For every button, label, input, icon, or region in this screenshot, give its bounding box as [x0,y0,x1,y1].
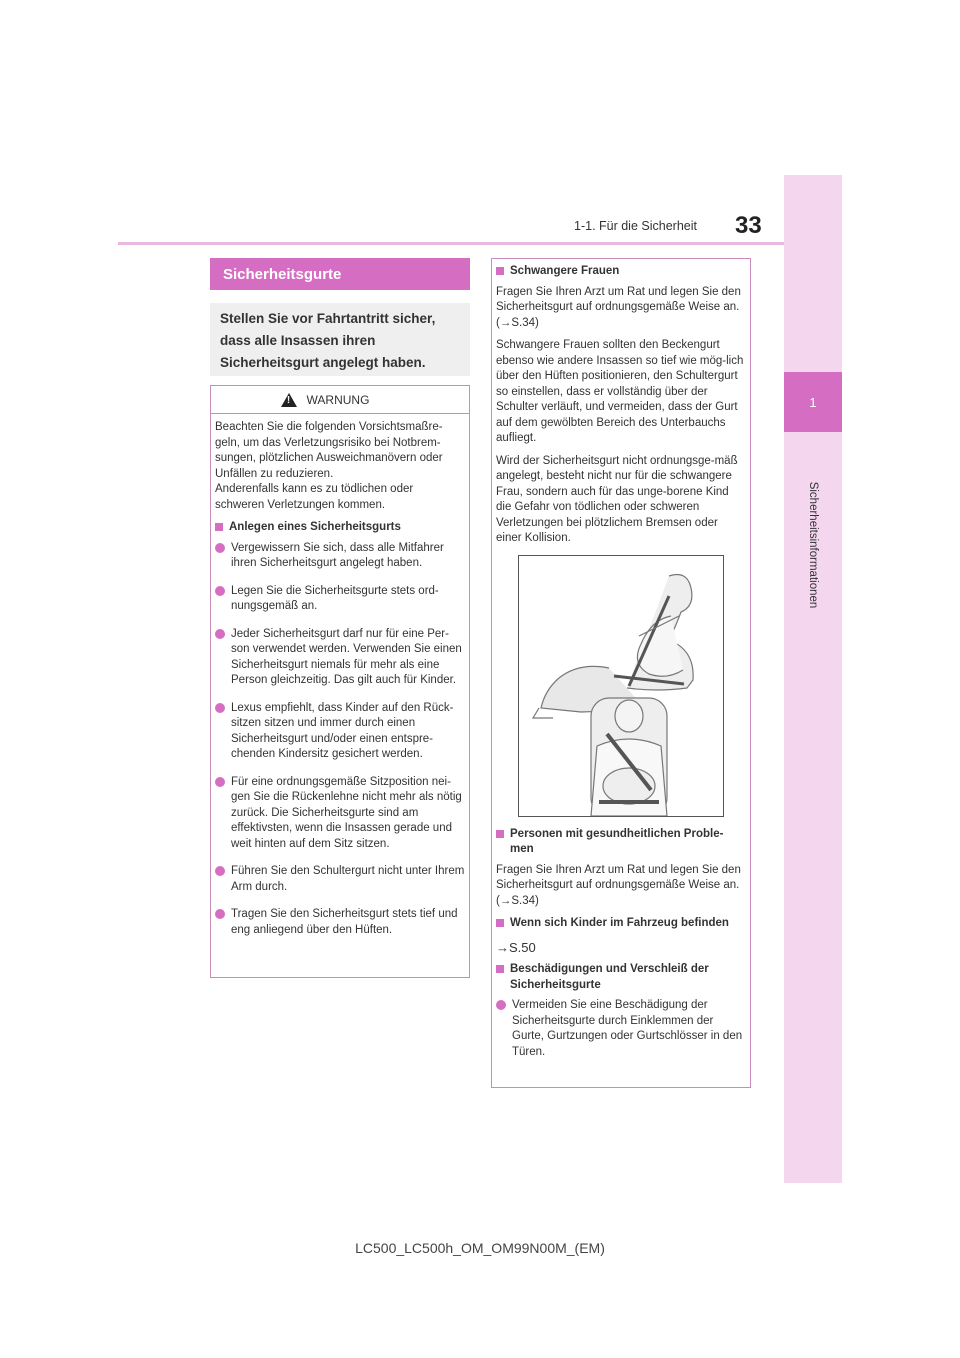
list-item: Führen Sie den Schultergurt nicht unter Ihrem Arm durch. [215,864,465,895]
heading-health: Personen mit gesundheitlichen Proble-men [496,827,746,858]
info-box [491,258,751,1088]
list-item: Vermeiden Sie eine Beschädigung der Sicherheitsgurte durch Einklemmen der Gurte, Gurtzungen oder Gurtschlösser in den Türen. [496,998,746,1060]
heading-pregnant: Schwangere Frauen [496,264,746,280]
square-bullet-icon [496,919,504,927]
heading-children: Wenn sich Kinder im Fahrzeug befinden [496,916,746,932]
paragraph: Schwangere Frauen sollten den Beckengurt ebenso wie andere Insassen so tief wie mög-lich über den Hüften positionieren, den Schultergurt so einstellen, dass er vollständig über der Schulter verläuft, und vermeiden, dass der Gurt auf dem gewölbten Bereich des Unterbauchs aufliegt. [496,339,744,444]
warning-icon: ! [281,393,297,407]
page-number: 33 [735,212,762,239]
intro-box: Stellen Sie vor Fahrtantritt sicher, dass alle Insassen ihren Sicherheitsgurt angelegt haben. [210,303,470,376]
bullet-dot-icon [215,909,225,919]
bullet-dot-icon [215,703,225,713]
chapter-tab: 1 [784,372,842,432]
pregnant-woman-seatbelt-illustration [519,556,723,816]
bullet-dot-icon [215,543,225,553]
bullet-dot-icon [215,629,225,639]
page-title: Sicherheitsgurte [210,258,470,290]
bullet-dot-icon [496,1000,506,1010]
list-item: Lexus empfiehlt, dass Kinder auf den Rück-sitzen sitzen und immer durch einen Sicherheitsgurt und/oder einen entspre-chenden Kindersitz gesichert werden. [215,701,465,763]
bullet-dot-icon [215,777,225,787]
warning-header [211,386,469,414]
square-bullet-icon [215,523,223,531]
seatbelt-illustration [518,555,724,817]
paragraph: Wird der Sicherheitsgurt nicht ordnungsge-mäß angelegt, besteht nicht nur für die schwangere Frau, sondern auch für das unge-borene Kind die Gefahr von tödlichen oder schweren Verletzungen bei plötzlichem Bremsen oder einer Kollision. [496,454,738,544]
square-bullet-icon [496,830,504,838]
warning-box [210,385,470,978]
warning-intro-2: Anderenfalls kann es zu tödlichen oder schweren Verletzungen kommen. [215,483,414,511]
bullet-dot-icon [215,586,225,596]
warning-subheading: Anlegen eines Sicherheitsgurts [215,520,465,536]
paragraph: Fragen Sie Ihren Arzt um Rat und legen Sie den Sicherheitsgurt auf ordnungsgemäße Weise an. (→S.34) [496,863,741,907]
heading-damage: Beschädigungen und Verschleiß der Sicherheitsgurte [496,962,746,993]
page-reference: →S.50 [496,939,536,955]
footer-code: LC500_LC500h_OM_OM99N00M_(EM) [355,1240,605,1256]
square-bullet-icon [496,965,504,973]
chapter-label: Sicherheitsinformationen [807,481,819,609]
header-rule [118,242,784,245]
list-item: Jeder Sicherheitsgurt darf nur für eine Per-son verwendet werden. Verwenden Sie einen Sicherheitsgurt niemals für mehr als eine Person gleichzeitig. Das gilt auch für Kinder. [215,627,465,689]
side-strip [784,175,842,1183]
square-bullet-icon [496,267,504,275]
list-item: Für eine ordnungsgemäße Sitzposition nei-gen Sie die Rückenlehne nicht mehr als nötig zurück. Die Sicherheitsgurte sind am effektivsten, wenn die Insassen gerade und weit hinten auf dem Sitz sitzen. [215,775,465,853]
section-header: 1-1. Für die Sicherheit [574,219,697,233]
warning-body [211,414,469,938]
paragraph: Fragen Sie Ihren Arzt um Rat und legen Sie den Sicherheitsgurt auf ordnungsgemäße Weise an. (→S.34) [496,285,741,329]
list-item: Vergewissern Sie sich, dass alle Mitfahrer ihren Sicherheitsgurt angelegt haben. [215,541,465,572]
list-item: Tragen Sie den Sicherheitsgurt stets tief und eng anliegend über den Hüften. [215,907,465,938]
warning-intro: Beachten Sie die folgenden Vorsichtsmaßre-geln, um das Verletzungsrisiko bei Notbrem-sungen, plötzlichen Ausweichmanövern oder Unfällen zu reduzieren. [215,421,443,480]
bullet-dot-icon [215,866,225,876]
warning-label: WARNUNG [306,392,370,407]
list-item: Legen Sie die Sicherheitsgurte stets ord-nungsgemäß an. [215,584,465,615]
